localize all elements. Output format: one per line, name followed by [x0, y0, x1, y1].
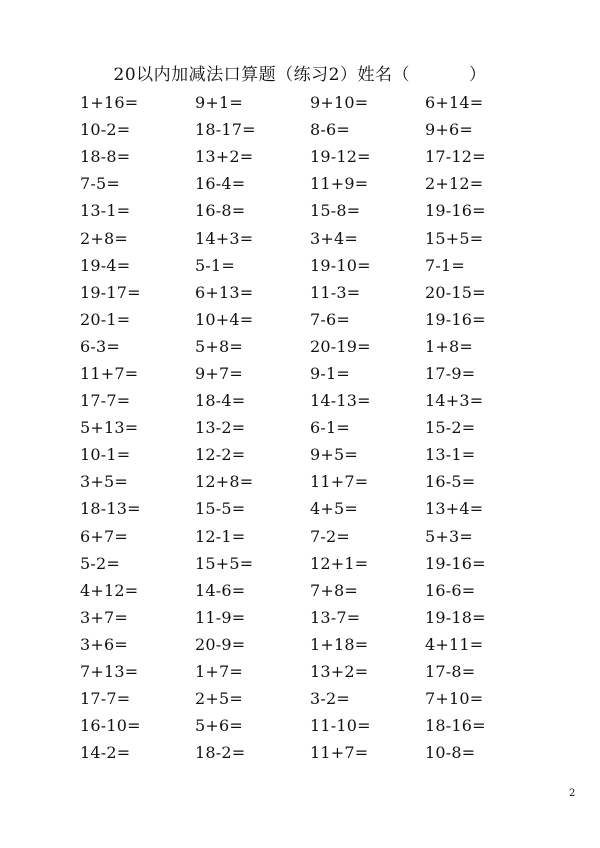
problem-item: 19-17=	[80, 282, 141, 302]
problem-item: 15-2=	[425, 418, 476, 438]
problem-item: 10-2=	[80, 120, 131, 140]
problem-row	[80, 387, 540, 414]
problem-item: 11-10=	[310, 716, 371, 736]
problem-item: 7-1=	[425, 255, 465, 275]
problem-row	[80, 143, 540, 170]
problem-item: 9+5=	[310, 445, 358, 465]
problem-item: 11+9=	[310, 174, 369, 194]
problem-item: 9+10=	[310, 93, 369, 113]
problem-item: 17-8=	[425, 662, 476, 682]
problem-row	[80, 441, 540, 468]
problem-item: 19-16=	[425, 309, 486, 329]
problem-row	[80, 468, 540, 495]
problem-item: 16-4=	[195, 174, 246, 194]
problem-row	[80, 333, 540, 360]
problem-item: 1+7=	[195, 662, 243, 682]
problem-item: 4+11=	[425, 634, 484, 654]
problem-item: 19-12=	[310, 147, 371, 167]
problem-item: 9-1=	[310, 363, 350, 383]
problem-item: 14-2=	[80, 743, 131, 763]
problem-item: 15-8=	[310, 201, 361, 221]
problem-item: 13-2=	[195, 418, 246, 438]
problem-item: 8-6=	[310, 120, 350, 140]
problem-item: 19-10=	[310, 255, 371, 275]
problem-item: 2+12=	[425, 174, 484, 194]
problem-item: 10+4=	[195, 309, 254, 329]
problem-item: 7-6=	[310, 309, 350, 329]
problem-row	[80, 252, 540, 279]
problem-item: 12-2=	[195, 445, 246, 465]
problem-item: 17-9=	[425, 363, 476, 383]
problem-item: 16-5=	[425, 472, 476, 492]
problem-item: 3+6=	[80, 634, 128, 654]
problem-row	[80, 170, 540, 197]
problem-item: 18-4=	[195, 391, 246, 411]
problem-item: 11-3=	[310, 282, 361, 302]
problem-item: 20-19=	[310, 336, 371, 356]
problem-item: 9+6=	[425, 120, 473, 140]
problem-item: 12-1=	[195, 526, 246, 546]
problem-item: 10-8=	[425, 743, 476, 763]
problem-item: 12+1=	[310, 553, 369, 573]
problem-item: 15+5=	[195, 553, 254, 573]
problem-item: 2+8=	[80, 228, 128, 248]
problem-row	[80, 197, 540, 224]
problem-row	[80, 279, 540, 306]
problem-item: 5-2=	[80, 553, 120, 573]
worksheet-title: 20以内加减法口算题（练习2）姓名（ ）	[113, 65, 487, 85]
problem-row	[80, 414, 540, 441]
problem-item: 11-9=	[195, 607, 246, 627]
problem-item: 4+5=	[310, 499, 358, 519]
problem-item: 11+7=	[80, 363, 139, 383]
problem-row	[80, 739, 540, 766]
problem-item: 13+2=	[195, 147, 254, 167]
problem-item: 7-5=	[80, 174, 120, 194]
problem-item: 7-2=	[310, 526, 350, 546]
problem-item: 15-5=	[195, 499, 246, 519]
problem-item: 20-15=	[425, 282, 486, 302]
problem-row	[80, 224, 540, 251]
problem-item: 5+3=	[425, 526, 473, 546]
problem-row	[80, 495, 540, 522]
problem-item: 19-16=	[425, 553, 486, 573]
problem-item: 9+1=	[195, 93, 243, 113]
problem-row	[80, 658, 540, 685]
problem-row	[80, 116, 540, 143]
problem-item: 7+13=	[80, 662, 139, 682]
problem-item: 18-2=	[195, 743, 246, 763]
problem-item: 5-1=	[195, 255, 235, 275]
problem-item: 11+7=	[310, 472, 369, 492]
problem-item: 3+5=	[80, 472, 128, 492]
problem-row	[80, 577, 540, 604]
problem-item: 16-10=	[80, 716, 141, 736]
problem-item: 20-1=	[80, 309, 131, 329]
problem-item: 18-16=	[425, 716, 486, 736]
problem-item: 20-9=	[195, 634, 246, 654]
problem-item: 7+8=	[310, 580, 358, 600]
problem-item: 17-7=	[80, 391, 131, 411]
problem-item: 6-3=	[80, 336, 120, 356]
problem-row	[80, 89, 540, 116]
problem-row	[80, 360, 540, 387]
problem-item: 18-8=	[80, 147, 131, 167]
problem-item: 3-2=	[310, 689, 350, 709]
problem-item: 19-4=	[80, 255, 131, 275]
problem-item: 19-16=	[425, 201, 486, 221]
problem-item: 6+13=	[195, 282, 254, 302]
problem-item: 10-1=	[80, 445, 131, 465]
problem-item: 17-12=	[425, 147, 486, 167]
problem-item: 16-6=	[425, 580, 476, 600]
problem-row	[80, 550, 540, 577]
problem-item: 16-8=	[195, 201, 246, 221]
problem-item: 17-7=	[80, 689, 131, 709]
problem-item: 3+7=	[80, 607, 128, 627]
problem-item: 14-13=	[310, 391, 371, 411]
problem-row	[80, 631, 540, 658]
problem-grid	[80, 89, 540, 766]
problem-item: 1+8=	[425, 336, 473, 356]
problem-item: 5+13=	[80, 418, 139, 438]
problem-item: 18-17=	[195, 120, 256, 140]
problem-item: 13+2=	[310, 662, 369, 682]
problem-item: 15+5=	[425, 228, 484, 248]
problem-item: 6+7=	[80, 526, 128, 546]
problem-item: 5+6=	[195, 716, 243, 736]
problem-item: 12+8=	[195, 472, 254, 492]
problem-item: 13-1=	[425, 445, 476, 465]
problem-row	[80, 604, 540, 631]
problem-row	[80, 685, 540, 712]
problem-item: 13-7=	[310, 607, 361, 627]
problem-item: 9+7=	[195, 363, 243, 383]
problem-item: 7+10=	[425, 689, 484, 709]
problem-item: 1+18=	[310, 634, 369, 654]
problem-item: 6-1=	[310, 418, 350, 438]
problem-item: 1+16=	[80, 93, 139, 113]
page-number: 2	[569, 788, 576, 799]
problem-row	[80, 306, 540, 333]
problem-item: 3+4=	[310, 228, 358, 248]
problem-row	[80, 523, 540, 550]
problem-item: 5+8=	[195, 336, 243, 356]
problem-item: 4+12=	[80, 580, 139, 600]
problem-item: 19-18=	[425, 607, 486, 627]
problem-item: 2+5=	[195, 689, 243, 709]
problem-item: 18-13=	[80, 499, 141, 519]
problem-item: 14+3=	[425, 391, 484, 411]
problem-item: 14+3=	[195, 228, 254, 248]
problem-item: 13-1=	[80, 201, 131, 221]
problem-item: 6+14=	[425, 93, 484, 113]
problem-item: 13+4=	[425, 499, 484, 519]
problem-item: 11+7=	[310, 743, 369, 763]
problem-item: 14-6=	[195, 580, 246, 600]
problem-row	[80, 712, 540, 739]
